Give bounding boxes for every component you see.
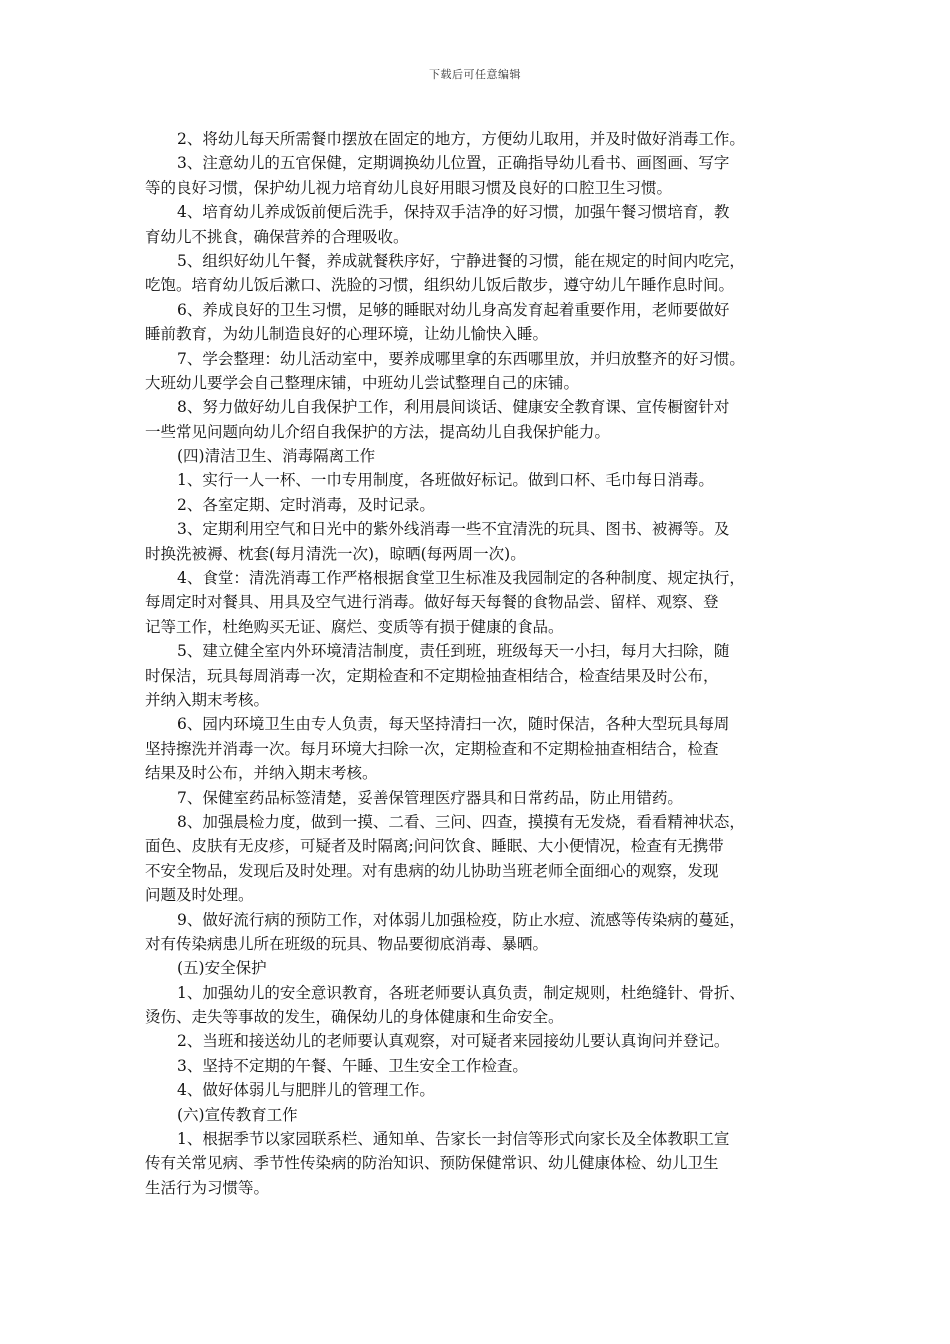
text-line: 并纳入期末考核。 xyxy=(145,690,270,709)
text-line: 2、当班和接送幼儿的老师要认真观察，对可疑者来园接幼儿要认真询问并登记。 xyxy=(177,1032,730,1051)
text-line: 吃饱。培育幼儿饭后漱口、洗脸的习惯，组织幼儿饭后散步，遵守幼儿午睡作息时间。 xyxy=(145,276,735,295)
text-line: 传有关常见病、季节性传染病的防治知识、预防保健常识、幼儿健康体检、幼儿卫生 xyxy=(145,1154,719,1173)
text-line: 6、养成良好的卫生习惯，足够的睡眠对幼儿身高发育起着重要作用，老师要做好 xyxy=(177,300,730,319)
text-line: 4、培育幼儿养成饭前便后洗手，保持双手洁净的好习惯，加强午餐习惯培育，教 xyxy=(177,203,730,222)
text-line: 9、做好流行病的预防工作，对体弱儿加强检疫，防止水痘、流感等传染病的蔓延， xyxy=(177,910,745,929)
text-line: 5、组织好幼儿午餐，养成就餐秩序好，宁静进餐的习惯，能在规定的时间内吃完， xyxy=(177,251,745,270)
text-line: 4、做好体弱儿与肥胖儿的管理工作。 xyxy=(177,1081,435,1100)
text-line: (四)清洁卫生、消毒隔离工作 xyxy=(177,447,376,466)
text-line: 2、将幼儿每天所需餐巾摆放在固定的地方，方便幼儿取用，并及时做好消毒工作。 xyxy=(177,130,745,148)
text-line: 生活行为习惯等。 xyxy=(145,1178,270,1197)
document-body xyxy=(145,127,813,1200)
text-line: 2、各室定期、定时消毒，及时记录。 xyxy=(177,495,435,514)
text-line: 坚持擦洗并消毒一次。每月环境大扫除一次，定期检查和不定期检抽查相结合，检查 xyxy=(145,739,719,758)
text-line: 记等工作，杜绝购买无证、腐烂、变质等有损于健康的食品。 xyxy=(145,617,564,636)
text-line: 3、坚持不定期的午餐、午睡、卫生安全工作检查。 xyxy=(177,1056,528,1075)
text-line: 睡前教育，为幼儿制造良好的心理环境，让幼儿愉快入睡。 xyxy=(145,325,549,344)
text-line: 结果及时公布，并纳入期末考核。 xyxy=(145,764,378,783)
text-line: 6、园内环境卫生由专人负责，每天坚持清扫一次，随时保洁，各种大型玩具每周 xyxy=(177,715,730,734)
text-line: 5、建立健全室内外环境清洁制度，责任到班，班级每天一小扫，每月大扫除，随 xyxy=(177,642,730,661)
text-line: (五)安全保护 xyxy=(177,959,267,978)
text-line: 8、努力做好幼儿自我保护工作，利用晨间谈话、健康安全教育课、宣传橱窗针对 xyxy=(177,398,730,417)
text-line: 时保洁，玩具每周消毒一次，定期检查和不定期检抽查相结合，检查结果及时公布， xyxy=(145,666,719,685)
page-header: 下载后可任意编辑 xyxy=(429,68,521,81)
text-line: 7、学会整理：幼儿活动室中，要养成哪里拿的东西哪里放，并归放整齐的好习惯。 xyxy=(177,349,745,368)
text-line: 面色、皮肤有无皮疹，可疑者及时隔离;问问饮食、睡眠、大小便情况，检查有无携带 xyxy=(145,837,724,856)
text-line: 等的良好习惯，保护幼儿视力培育幼儿良好用眼习惯及良好的口腔卫生习惯。 xyxy=(145,178,673,197)
text-line: 1、根据季节以家园联系栏、通知单、告家长一封信等形式向家长及全体教职工宣 xyxy=(177,1130,730,1149)
text-line: 1、实行一人一杯、一巾专用制度，各班做好标记。做到口杯、毛巾每日消毒。 xyxy=(177,471,714,490)
text-line: 一些常见问题向幼儿介绍自我保护的方法，提高幼儿自我保护能力。 xyxy=(145,422,611,441)
text-line: 3、定期利用空气和日光中的紫外线消毒一些不宜清洗的玩具、图书、被褥等。及 xyxy=(177,520,730,539)
text-line: 3、注意幼儿的五官保健，定期调换幼儿位置，正确指导幼儿看书、画图画、写字 xyxy=(177,154,730,173)
text-line: 时换洗被褥、枕套(每月清洗一次)，晾晒(每两周一次)。 xyxy=(145,544,526,563)
text-line: 8、加强晨检力度，做到一摸、二看、三问、四查，摸摸有无发烧，看看精神状态， xyxy=(177,812,745,831)
text-line: 每周定时对餐具、用具及空气进行消毒。做好每天每餐的食物品尝、留样、观察、登 xyxy=(145,593,719,612)
text-line: 不安全物品，发现后及时处理。对有患病的幼儿协助当班老师全面细心的观察，发现 xyxy=(145,861,719,880)
text-line: 问题及时处理。 xyxy=(145,886,254,905)
text-line: 烫伤、走失等事故的发生，确保幼儿的身体健康和生命安全。 xyxy=(145,1008,564,1027)
text-line: (六)宣传教育工作 xyxy=(177,1105,298,1124)
text-line: 7、保健室药品标签清楚，妥善保管理医疗器具和日常药品，防止用错药。 xyxy=(177,788,683,807)
text-line: 1、加强幼儿的安全意识教育，各班老师要认真负责，制定规则，杜绝缝针、骨折、 xyxy=(177,983,745,1002)
text-line: 4、食堂：清洗消毒工作严格根据食堂卫生标准及我园制定的各种制度、规定执行， xyxy=(177,569,745,588)
text-line: 育幼儿不挑食，确保营养的合理吸收。 xyxy=(145,227,409,246)
text-line: 对有传染病患儿所在班级的玩具、物品要彻底消毒、暴晒。 xyxy=(145,934,549,953)
text-line: 大班幼儿要学会自己整理床铺，中班幼儿尝试整理自己的床铺。 xyxy=(145,373,580,392)
